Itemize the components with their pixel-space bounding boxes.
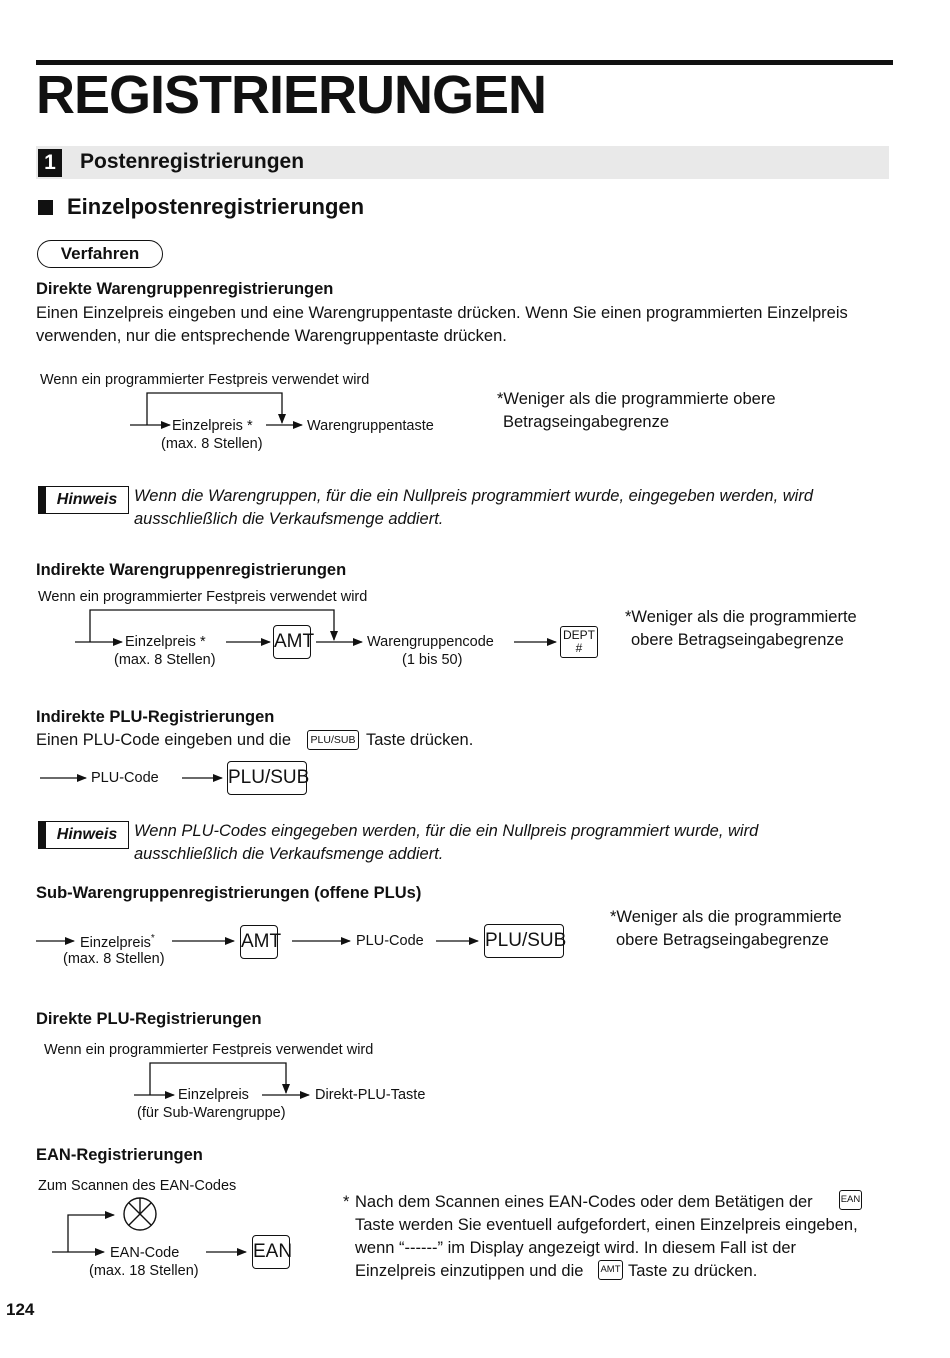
direct-plu-step-price: Einzelpreis [178,1087,249,1103]
sub-dept-step-price-star: * [150,933,155,944]
direct-dept-arrows [130,393,302,425]
direct-dept-heading: Direkte Warengruppenregistrierungen [36,280,334,298]
sub-dept-step-code: PLU-Code [356,933,424,949]
sub-dept-note-2: obere Betragseingabegrenze [616,931,829,949]
section-number: 1 [38,149,62,177]
direct-dept-text-2: verwenden, nur die entsprechende Warengruppentaste drücken. [36,327,507,345]
sub-dept-heading: Sub-Warengruppenregistrierungen (offene PLUs) [36,884,422,902]
indirect-dept-step-price-sub: (max. 8 Stellen) [114,652,216,668]
direct-dept-note-2: Betragseingabegrenze [503,413,670,431]
inline-ean-key: EAN [839,1190,862,1210]
direct-plu-step-price-sub: (für Sub-Warengruppe) [137,1105,286,1121]
dept-key-bottom: # [575,641,583,655]
subsection-title: Einzelpostenregistrierungen [67,194,365,219]
indirect-plu-step-code: PLU-Code [91,770,159,786]
inline-amt-key: AMT [598,1260,623,1280]
hint-badge: Hinweis [38,486,129,514]
indirect-plu-text-before: Einen PLU-Code eingeben und die [36,731,292,749]
ean-note-line-1: Nach dem Scannen eines EAN-Codes oder dem Betätigen der [355,1193,813,1211]
section-title: Postenregistrierungen [80,150,305,173]
direct-dept-step-price-sub: (max. 8 Stellen) [161,436,263,452]
dept-key-top: DEPT [562,628,595,642]
direct-dept-bypass-label: Wenn ein programmierter Festpreis verwendet wird [40,372,370,388]
ean-note-line-4a: Einzelpreis einzutippen und die [355,1262,584,1280]
hint-1-line-1: Wenn die Warengruppen, für die ein Nullpreis programmiert wurde, eingegeben werden, wird [134,487,814,505]
indirect-plu-heading: Indirekte PLU-Registrierungen [36,708,275,726]
indirect-dept-note-1: *Weniger als die programmierte [625,608,857,626]
sub-dept-note-1: *Weniger als die programmierte [610,908,842,926]
direct-plu-step-key: Direkt-PLU-Taste [315,1087,426,1103]
ean-note-star: * [343,1193,350,1211]
direct-plu-arrows [134,1063,309,1095]
direct-plu-heading: Direkte PLU-Registrierungen [36,1010,262,1028]
ean-note-line-4b: Taste zu drücken. [628,1262,758,1280]
direct-dept-step-price: Einzelpreis * [172,418,253,434]
direct-dept-text-1: Einen Einzelpreis eingeben und eine Warengruppentaste drücken. Wenn Sie einen programmierten Einzelpreis [36,304,848,322]
ean-arrows [52,1215,246,1252]
page-title: REGISTRIERUNGEN [36,65,547,125]
hint-2-line-1: Wenn PLU-Codes eingegeben werden, für die ein Nullpreis programmiert wurde, wird [134,822,759,840]
procedure-label: Verfahren [37,240,163,268]
sub-dept-step-price-sub: (max. 8 Stellen) [63,951,165,967]
amt-key: AMT [273,625,311,659]
page-number: 124 [6,1300,35,1319]
indirect-dept-heading: Indirekte Warengruppenregistrierungen [36,561,347,579]
indirect-dept-step-code-sub: (1 bis 50) [402,652,463,668]
inline-plu-sub-key: PLU/SUB [307,730,359,750]
ean-key: EAN [252,1235,290,1269]
indirect-dept-step-price: Einzelpreis * [125,634,206,650]
amt-key: AMT [240,925,278,959]
scanner-icon [124,1198,156,1230]
ean-note-line-2: Taste werden Sie eventuell aufgefordert, einen Einzelpreis eingeben, [355,1216,858,1234]
direct-dept-note-1: *Weniger als die programmierte obere [497,390,776,408]
hint-2-line-2: ausschließlich die Verkaufsmenge addiert. [134,845,444,863]
indirect-dept-step-code: Warengruppencode [367,634,494,650]
direct-dept-step-key: Warengruppentaste [307,418,434,434]
direct-plu-bypass-label: Wenn ein programmierter Festpreis verwendet wird [44,1042,374,1058]
plu-sub-key: PLU/SUB [227,761,307,795]
ean-step-code: EAN-Code [110,1245,180,1261]
ean-heading: EAN-Registrierungen [36,1146,203,1164]
sub-dept-step-price-text: Einzelpreis [80,934,151,951]
indirect-dept-bypass-label: Wenn ein programmierter Festpreis verwendet wird [38,589,368,605]
indirect-dept-arrows [75,610,556,642]
ean-step-code-sub: (max. 18 Stellen) [89,1263,199,1279]
ean-note-line-3: wenn “------” im Display angezeigt wird. In diesem Fall ist der [355,1239,797,1257]
indirect-dept-note-2: obere Betragseingabegrenze [631,631,844,649]
hint-1-line-2: ausschließlich die Verkaufsmenge addiert. [134,510,444,528]
ean-scan-label: Zum Scannen des EAN-Codes [38,1178,237,1194]
hint-badge: Hinweis [38,821,129,849]
plu-sub-key: PLU/SUB [484,924,564,958]
indirect-plu-text-after: Taste drücken. [366,731,474,749]
